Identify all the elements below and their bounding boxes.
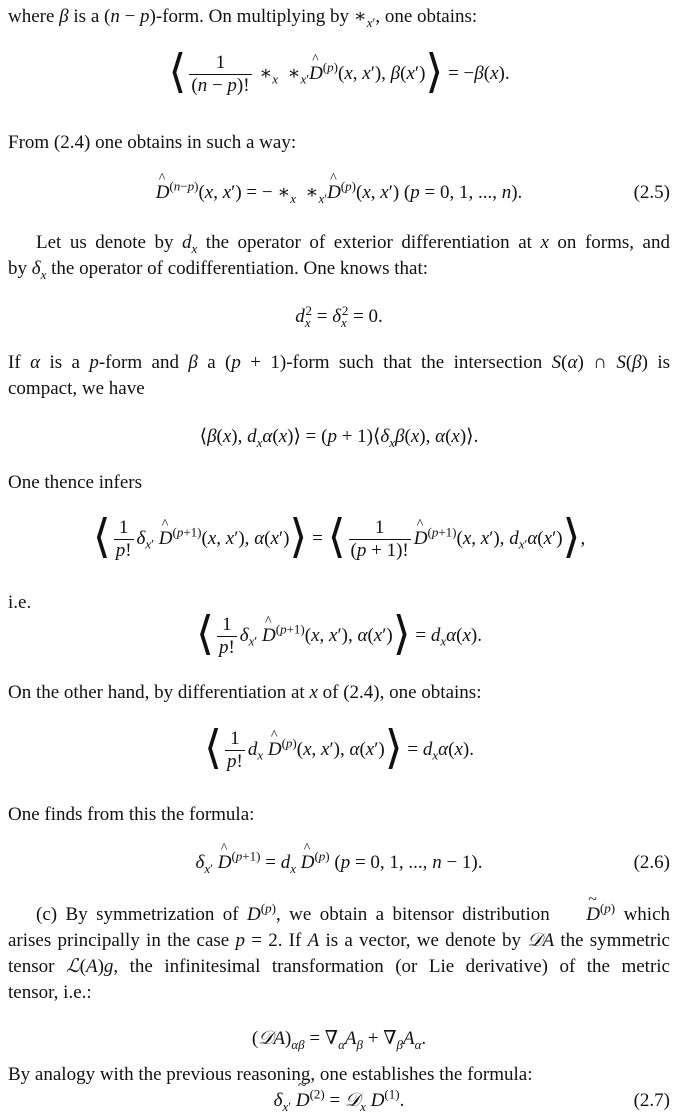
- equation-2-7: $\delta_{x'}$ ~ $D^{(2)}$ = 𝒟$_x$ $D^{(1)}$.: [8, 1088, 670, 1113]
- equation-number-2-7: (2.7): [633, 1090, 670, 1111]
- equation-ie: ⟨ $\frac{1}{p!}$ $\delta_{x'}$ ^ $D^{(p+1)}(x$, x′), α(x′)⟩ = $d_x\alpha(x)$.: [8, 614, 670, 659]
- paragraph-1: where β is a (n − p)-form. On multiplying by $∗_{x'}$, one obtains:: [8, 6, 478, 30]
- paragraph-3-line-2: by $\delta_x$ the operator of codifferentiation. One knows that:: [8, 258, 429, 282]
- paragraph-9-line-1: (c) By symmetrization of $D^{(p)}$, we obtain a bitensor distribution ~ $D^{(p)}$ which: [8, 902, 670, 927]
- equation-multiply: ⟨ $\frac{1}{(n - p)!}$ $∗_x$ $∗_{x'}\^{}$ $D^{(p)}(x$, x′), β(x′)⟩ = −β(x).: [8, 52, 670, 97]
- equation-inner-product: ⟨β(x), $d_x\alpha(x)⟩ = (p$ + $1)⟨\delta_x\beta(x)$, α(x)⟩.: [199, 426, 479, 450]
- paragraph-10: By analogy with the previous reasoning, one establishes the formula:: [8, 1064, 533, 1085]
- paragraph-4-line-2: compact, we have: [8, 378, 145, 399]
- equation-other-hand: ⟨ $\frac{1}{p!}$ $d_x$ ^ $D^{(p)}(x$, x′), α(x′)⟩ = $d_x\alpha(x)$.: [8, 728, 670, 773]
- paragraph-5: One thence infers: [8, 472, 142, 493]
- paragraph-9-line-3: tensor ℒ(A)g, the infinitesimal transformation (or Lie derivative) of the metric: [8, 955, 670, 977]
- equation-number-2-5: (2.5): [633, 182, 670, 203]
- equation-lie: $(𝒟A)_{\alpha\beta} = \nabla_\alpha A_\beta + \nabla_\beta A_\alpha$.: [251, 1027, 427, 1052]
- paragraph-3-line-1: Let us denote by $d_x$ the operator of exterior differentiation at x on forms, and: [36, 232, 670, 256]
- equation-2-5: ^ $D^{(n-p)}(x$, x′) = − $∗_x$ $∗_{x'}\^{}$ $D^{(p)}(x$, x′) (p = 0, 1, ..., n).: [8, 180, 670, 205]
- paragraph-7: On the other hand, by differentiation at x of (2.4), one obtains:: [8, 682, 482, 703]
- paragraph-6: i.e.: [8, 592, 32, 613]
- paragraph-9-line-4: tensor, i.e.:: [8, 982, 92, 1003]
- equation-nilpotent: $d_x^2 = \delta_x^2 = 0$.: [295, 302, 383, 330]
- paragraph-4-line-1: If α is a p-form and β a (p + 1)-form such that the intersection S(α) ∩ S(β) is: [8, 352, 671, 373]
- paragraph-8: One finds from this the formula:: [8, 804, 255, 825]
- equation-2-6: $\delta_{x'}$ ^ $D^{(p+1)} = d_x$ ^ $D^{(p)}$ (p = 0, 1, ..., n − 1).: [8, 850, 670, 875]
- paragraph-9-line-2: arises principally in the case p = 2. If A is a vector, we denote by 𝒟A the symmetric: [8, 929, 670, 951]
- equation-number-2-6: (2.6): [633, 852, 670, 873]
- paragraph-2: From (2.4) one obtains in such a way:: [8, 132, 297, 153]
- equation-infers: ⟨ $\frac{1}{p!}$ $\delta_{x'}$ ^ $D^{(p+1)}(x$, x′), α(x′)⟩ = ⟨ $\frac{1}{(p + 1)!}$ ^ $D^{(p+1)}(x$, x′), $d_{x'}\alpha(x')⟩$,: [8, 517, 670, 562]
